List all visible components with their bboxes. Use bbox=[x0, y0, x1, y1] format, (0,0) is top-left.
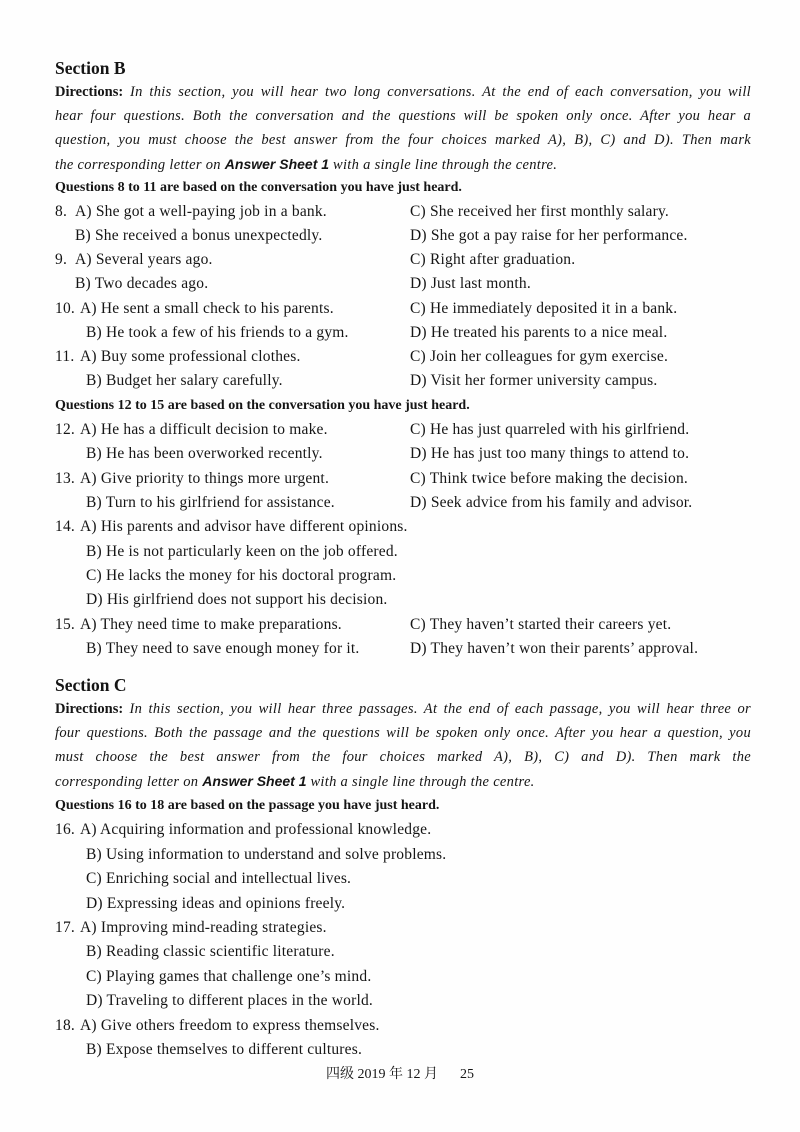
option-row bbox=[55, 248, 755, 272]
option-row bbox=[55, 916, 755, 940]
directions-line: four questions. Both the passage and the questions will be spoken only once. After you hear a question, you bbox=[55, 725, 751, 741]
option-text: A) Give others freedom to express themselves. bbox=[80, 1016, 380, 1034]
question-number: 11. bbox=[55, 347, 75, 365]
option-17b: B) Reading classic scientific literature. bbox=[86, 943, 335, 961]
question-number: 8. bbox=[55, 203, 68, 221]
directions-line: question, you must choose the best answer from the four choices marked A), B), C) and D). Then mark bbox=[55, 132, 751, 148]
option-text: A) His parents and advisor have different opinions. bbox=[80, 518, 408, 536]
option-9d: D) Just last month. bbox=[410, 275, 531, 293]
option-16a bbox=[55, 818, 431, 842]
option-row bbox=[55, 345, 755, 369]
option-text: A) Give priority to things more urgent. bbox=[80, 469, 330, 487]
option-text: A) Improving mind-reading strategies. bbox=[80, 918, 327, 936]
question-number: 15. bbox=[55, 615, 75, 633]
option-18a bbox=[55, 1014, 380, 1038]
option-13a bbox=[55, 467, 329, 491]
section-c-directions bbox=[55, 697, 751, 793]
option-row bbox=[55, 224, 755, 248]
question-group-heading: Questions 12 to 15 are based on the conversation you have just heard. bbox=[55, 398, 470, 413]
option-row bbox=[55, 637, 755, 661]
option-text: A) Buy some professional clothes. bbox=[80, 347, 301, 365]
directions-text: with a single line through the centre. bbox=[310, 774, 535, 790]
directions-line bbox=[55, 80, 751, 104]
answer-sheet-label: Answer Sheet 1 bbox=[224, 156, 330, 172]
directions-line: must choose the best answer from the four choices marked A), B), C) and D). Then mark the bbox=[55, 749, 751, 765]
option-15a bbox=[55, 612, 342, 636]
question-number: 18. bbox=[55, 1016, 75, 1034]
page-number: 25 bbox=[460, 1067, 474, 1082]
option-row bbox=[55, 1038, 755, 1062]
option-17a bbox=[55, 916, 327, 940]
option-text: A) They need time to make preparations. bbox=[80, 615, 342, 633]
directions-label: Directions: bbox=[55, 84, 124, 100]
directions-line bbox=[55, 769, 751, 793]
question-number: 13. bbox=[55, 469, 75, 487]
option-15b: B) They need to save enough money for it. bbox=[86, 639, 360, 657]
option-9b: B) Two decades ago. bbox=[75, 275, 209, 293]
directions-text: corresponding letter on bbox=[55, 774, 199, 790]
option-11c: C) Join her colleagues for gym exercise. bbox=[410, 347, 669, 365]
option-row bbox=[55, 442, 755, 466]
page-footer bbox=[0, 1063, 800, 1087]
section-b-directions bbox=[55, 80, 751, 176]
option-8a bbox=[55, 200, 327, 224]
footer-exam-label: 四级 2019 年 12 月 bbox=[326, 1067, 438, 1082]
question-list-16-18 bbox=[55, 818, 755, 1062]
option-text: A) He sent a small check to his parents. bbox=[80, 299, 334, 317]
option-row bbox=[55, 940, 755, 964]
option-row bbox=[55, 467, 755, 491]
directions-text: the corresponding letter on bbox=[55, 157, 221, 173]
option-11d: D) Visit her former university campus. bbox=[410, 372, 658, 390]
option-13c: C) Think twice before making the decision. bbox=[410, 469, 688, 487]
question-number: 16. bbox=[55, 821, 75, 839]
option-row bbox=[55, 369, 755, 393]
option-10c: C) He immediately deposited it in a bank. bbox=[410, 299, 678, 317]
option-15d: D) They haven’t won their parents’ approval. bbox=[410, 639, 699, 657]
option-9c: C) Right after graduation. bbox=[410, 251, 576, 269]
directions-line bbox=[55, 152, 751, 176]
option-row bbox=[55, 1014, 755, 1038]
option-16d: D) Expressing ideas and opinions freely. bbox=[86, 894, 346, 912]
option-text: A) He has a difficult decision to make. bbox=[80, 421, 328, 439]
question-list-12-15 bbox=[55, 418, 755, 661]
option-12a bbox=[55, 418, 328, 442]
option-12b: B) He has been overworked recently. bbox=[86, 445, 323, 463]
option-14a bbox=[55, 515, 408, 539]
option-row bbox=[55, 272, 755, 296]
option-13b: B) Turn to his girlfriend for assistance. bbox=[86, 494, 335, 512]
option-row bbox=[55, 612, 755, 636]
option-row bbox=[55, 564, 755, 588]
option-text: A) She got a well-paying job in a bank. bbox=[75, 203, 327, 221]
option-row bbox=[55, 842, 755, 866]
option-row bbox=[55, 891, 755, 915]
option-16c: C) Enriching social and intellectual lives. bbox=[86, 870, 352, 888]
option-9a bbox=[55, 248, 213, 272]
option-14b: B) He is not particularly keen on the job offered. bbox=[86, 542, 398, 560]
directions-line bbox=[55, 697, 751, 721]
question-number: 12. bbox=[55, 421, 75, 439]
option-row bbox=[55, 539, 755, 563]
directions-line: hear four questions. Both the conversation and the questions will be spoken only once. After you hear a bbox=[55, 108, 751, 124]
option-row bbox=[55, 418, 755, 442]
option-row bbox=[55, 989, 755, 1013]
option-12c: C) He has just quarreled with his girlfriend. bbox=[410, 421, 690, 439]
option-text: A) Acquiring information and professional knowledge. bbox=[80, 821, 432, 839]
option-text: A) Several years ago. bbox=[75, 251, 213, 269]
question-group-heading: Questions 16 to 18 are based on the passage you have just heard. bbox=[55, 798, 440, 813]
directions-text: In this section, you will hear two long conversations. At the end of each conversation, you will bbox=[129, 84, 751, 100]
option-16b: B) Using information to understand and solve problems. bbox=[86, 845, 447, 863]
answer-sheet-label: Answer Sheet 1 bbox=[202, 773, 307, 789]
option-10d: D) He treated his parents to a nice meal. bbox=[410, 323, 668, 341]
option-13d: D) Seek advice from his family and advisor. bbox=[410, 494, 693, 512]
option-10b: B) He took a few of his friends to a gym. bbox=[86, 323, 349, 341]
option-row bbox=[55, 867, 755, 891]
option-8c: C) She received her first monthly salary. bbox=[410, 203, 669, 221]
directions-text: In this section, you will hear three passages. At the end of each passage, you will hear three or bbox=[129, 701, 751, 717]
section-b-title: Section B bbox=[55, 58, 126, 78]
question-list-8-11 bbox=[55, 200, 755, 393]
option-15c: C) They haven’t started their careers yet. bbox=[410, 615, 672, 633]
option-14d: D) His girlfriend does not support his decision. bbox=[86, 591, 388, 609]
option-14c: C) He lacks the money for his doctoral program. bbox=[86, 566, 397, 584]
option-8b: B) She received a bonus unexpectedly. bbox=[75, 227, 323, 245]
option-10a bbox=[55, 297, 334, 321]
question-number: 14. bbox=[55, 518, 75, 536]
option-11b: B) Budget her salary carefully. bbox=[86, 372, 283, 390]
option-row bbox=[55, 515, 755, 539]
option-17d: D) Traveling to different places in the world. bbox=[86, 992, 373, 1010]
option-row bbox=[55, 321, 755, 345]
option-row bbox=[55, 491, 755, 515]
question-number: 17. bbox=[55, 918, 75, 936]
option-12d: D) He has just too many things to attend to. bbox=[410, 445, 690, 463]
option-row bbox=[55, 297, 755, 321]
option-18b: B) Expose themselves to different cultures. bbox=[86, 1041, 363, 1059]
option-row bbox=[55, 818, 755, 842]
option-row bbox=[55, 965, 755, 989]
directions-text: with a single line through the centre. bbox=[332, 157, 558, 173]
option-17c: C) Playing games that challenge one’s mind. bbox=[86, 967, 372, 985]
question-number: 10. bbox=[55, 299, 75, 317]
directions-label: Directions: bbox=[55, 701, 124, 717]
section-c-title: Section C bbox=[55, 675, 127, 695]
question-number: 9. bbox=[55, 251, 68, 269]
option-row bbox=[55, 200, 755, 224]
question-group-heading: Questions 8 to 11 are based on the conversation you have just heard. bbox=[55, 180, 462, 195]
option-row bbox=[55, 588, 755, 612]
option-11a bbox=[55, 345, 301, 369]
option-8d: D) She got a pay raise for her performance. bbox=[410, 227, 688, 245]
